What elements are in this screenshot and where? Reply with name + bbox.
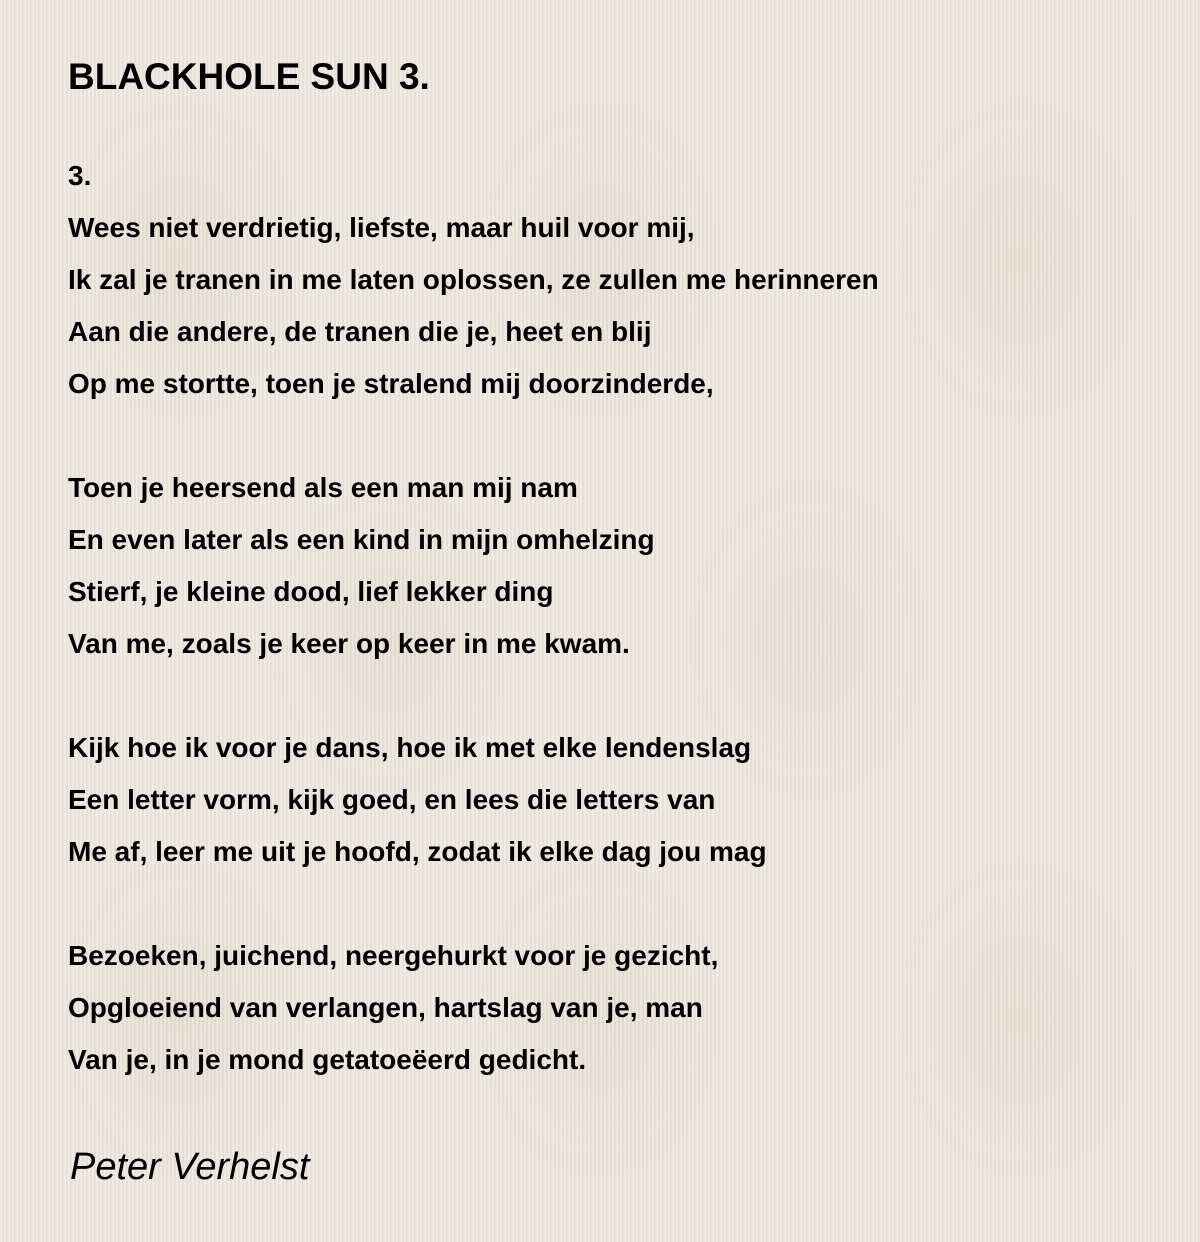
poem-title: BLACKHOLE SUN 3. bbox=[68, 56, 430, 97]
stanza-4 bbox=[68, 930, 1168, 1086]
poem-line: Kijk hoe ik voor je dans, hoe ik met elke lendenslag bbox=[68, 732, 752, 763]
poem-line: 3. bbox=[68, 160, 92, 191]
poem-line: Stierf, je kleine dood, lief lekker ding bbox=[68, 576, 554, 607]
poem-line: Van je, in je mond getatoeëerd gedicht. bbox=[68, 1044, 587, 1075]
poem-line: Bezoeken, juichend, neergehurkt voor je gezicht, bbox=[68, 940, 719, 971]
poem-line: Wees niet verdrietig, liefste, maar huil voor mij, bbox=[68, 212, 695, 243]
poem-line: Me af, leer me uit je hoofd, zodat ik elke dag jou mag bbox=[68, 836, 767, 867]
stanza-1 bbox=[68, 150, 1168, 410]
stanza-3 bbox=[68, 722, 1168, 878]
poem-author: Peter Verhelst bbox=[70, 1146, 310, 1188]
stanza-2 bbox=[68, 462, 1168, 670]
poem-line: Op me stortte, toen je stralend mij doorzinderde, bbox=[68, 368, 714, 399]
poem-line: Ik zal je tranen in me laten oplossen, ze zullen me herinneren bbox=[68, 264, 879, 295]
poem-line: Van me, zoals je keer op keer in me kwam. bbox=[68, 628, 630, 659]
poem-line: Aan die andere, de tranen die je, heet en blij bbox=[68, 316, 652, 347]
poem-line: Een letter vorm, kijk goed, en lees die letters van bbox=[68, 784, 716, 815]
poem-line: Toen je heersend als een man mij nam bbox=[68, 472, 578, 503]
poem-body bbox=[68, 150, 1168, 1138]
poem-line: En even later als een kind in mijn omhelzing bbox=[68, 524, 655, 555]
poem-line: Opgloeiend van verlangen, hartslag van je, man bbox=[68, 992, 703, 1023]
